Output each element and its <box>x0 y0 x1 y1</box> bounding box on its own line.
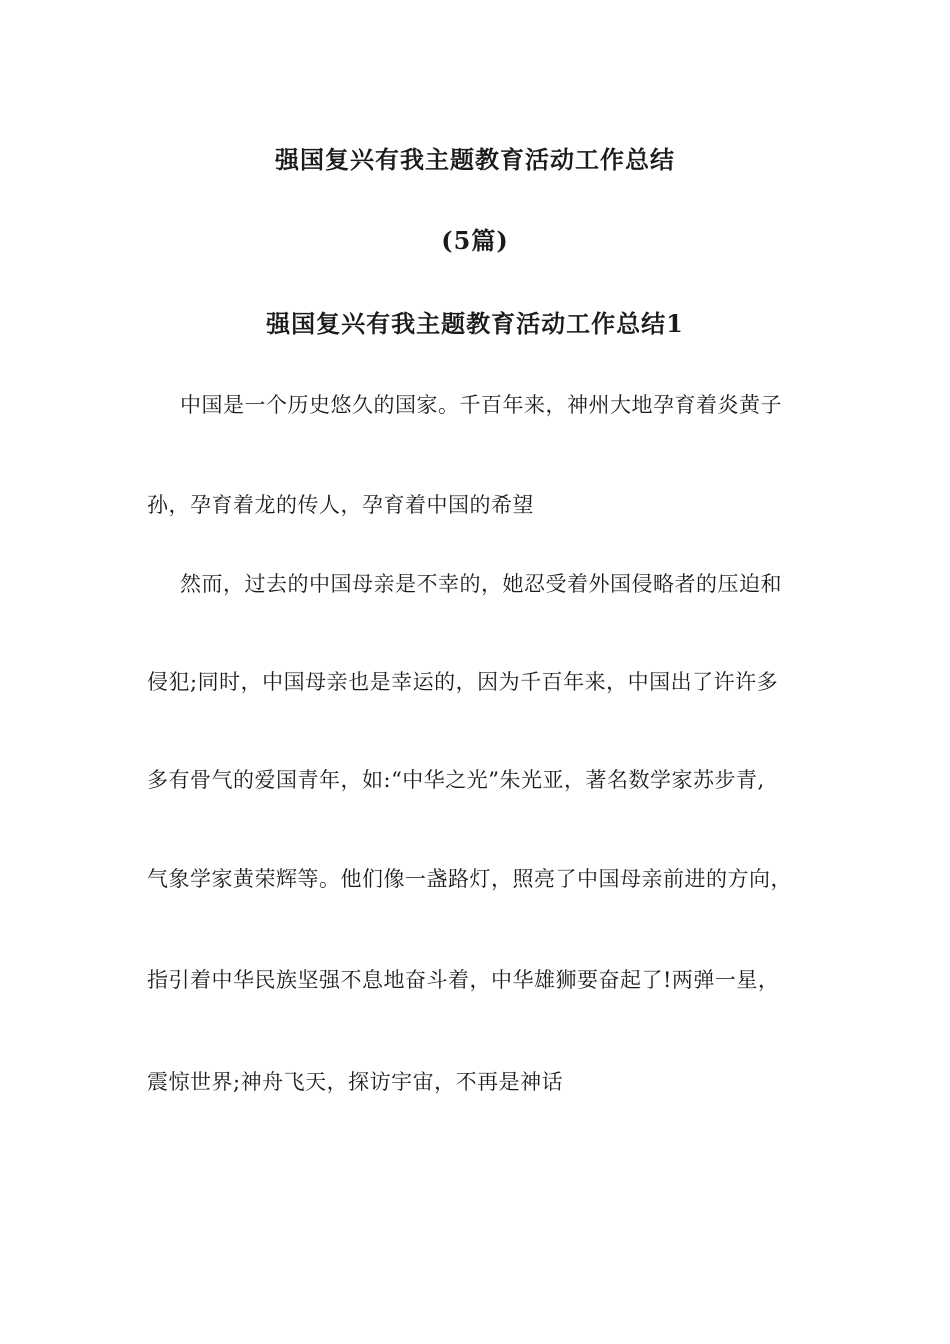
paragraph-line: 然而，过去的中国母亲是不幸的，她忍受着外国侵略者的压迫和 <box>180 572 782 596</box>
paragraph-line: 震惊世界;神舟飞天，探访宇宙，不再是神话 <box>147 1070 564 1094</box>
paragraph-line: 指引着中华民族坚强不息地奋斗着，中华雄狮要奋起了!两弹一星， <box>147 968 780 992</box>
paragraph-line: 多有骨气的爱国青年，如:“中华之光”朱光亚，著名数学家苏步青, <box>147 768 765 792</box>
document-subtitle: (5篇) <box>441 226 509 255</box>
document-title: 强国复兴有我主题教育活动工作总结 <box>275 145 675 174</box>
paragraph-line: 气象学家黄荣辉等。他们像一盏路灯，照亮了中国母亲前进的方向， <box>147 867 792 891</box>
section-heading: 强国复兴有我主题教育活动工作总结1 <box>266 309 684 338</box>
paragraph-line: 侵犯;同时，中国母亲也是幸运的，因为千百年来，中国出了许许多 <box>147 670 779 694</box>
paragraph-line: 中国是一个历史悠久的国家。千百年来，神州大地孕育着炎黄子 <box>180 393 782 417</box>
paragraph-line: 孙，孕育着龙的传人，孕育着中国的希望 <box>147 493 534 517</box>
